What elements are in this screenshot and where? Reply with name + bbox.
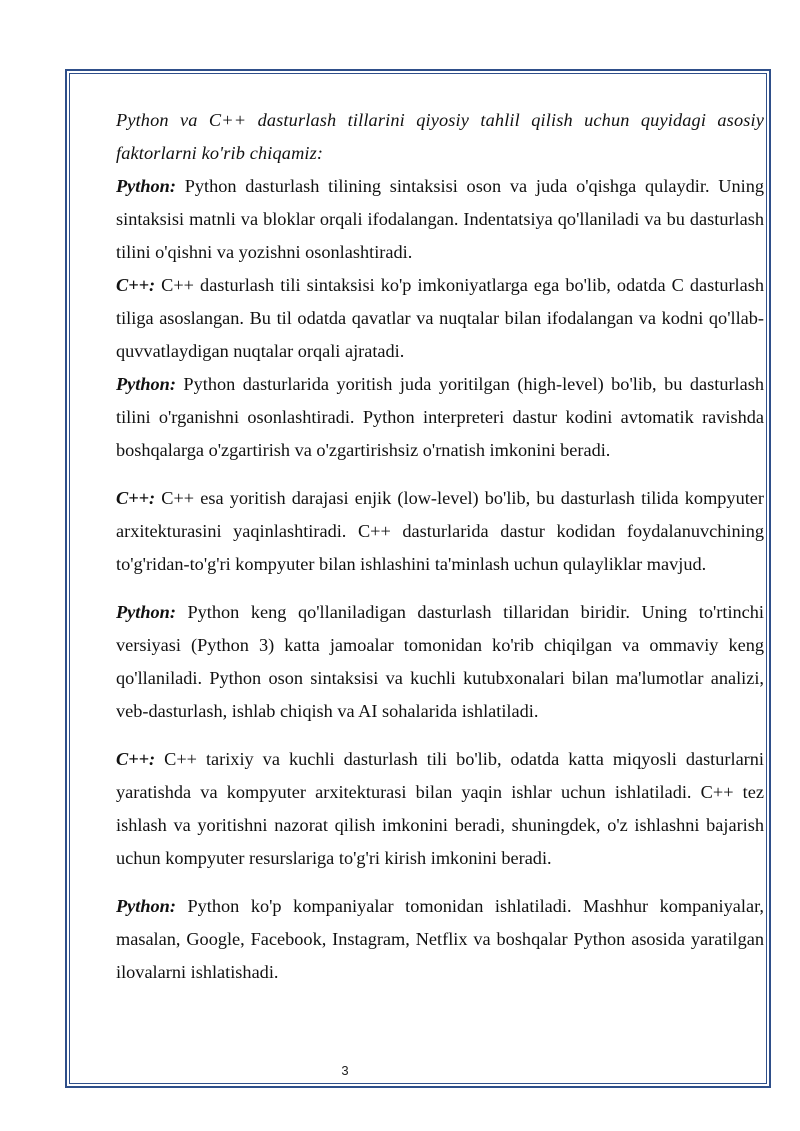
paragraph-python-level	[116, 368, 764, 467]
paragraph-text: Python keng qo'llaniladigan dasturlash tillaridan biridir. Uning to'rtinchi versiyasi (Python 3) katta jamoalar tomonidan ko'rib chiqilgan va ommaviy keng qo'llaniladi. Python oson sintaksisi va kuchli kutubxonalari bilan ma'lumotlar analizi, veb-dasturlash, ishlab chiqish va AI sohalarida ishlatiladi.	[116, 602, 764, 721]
paragraph-lead: C++:	[116, 488, 156, 508]
paragraph-lead: Python:	[116, 176, 176, 196]
page-number: 3	[341, 1063, 349, 1078]
paragraph-lead: C++:	[116, 749, 156, 769]
paragraph-python-syntax	[116, 170, 764, 269]
paragraph-text: Python dasturlarida yoritish juda yoritilgan (high-level) bo'lib, bu dasturlash tilini o'rganishni osonlashtiradi. Python interpreteri dastur kodini avtomatik ravishda boshqalarga o'zgartirish va o'zgartirishsiz o'rnatish imkonini beradi.	[116, 374, 764, 460]
paragraph-cpp-syntax	[116, 269, 764, 368]
paragraph-lead: Python:	[116, 602, 176, 622]
paragraph-python-companies	[116, 890, 764, 989]
paragraph-text: C++ tarixiy va kuchli dasturlash tili bo'lib, odatda katta miqyosli dasturlarni yaratishda va kompyuter arxitekturasi bilan yaqin ishlar uchun ishlatiladi. C++ tez ishlash va yoritishni nazorat qilish imkonini beradi, shuningdek, o'z ishlashni bajarish uchun kompyuter resurslariga to'g'ri kirish imkonini beradi.	[116, 749, 764, 868]
document-body	[116, 104, 764, 989]
paragraph-text: C++ esa yoritish darajasi enjik (low-level) bo'lib, bu dasturlash tilida kompyuter arxitekturasini yaqinlashtiradi. C++ dasturlarida dastur kodidan foydalanuvchining to'g'ridan-to'g'ri kompyuter bilan ishlashini ta'minlash uchun qulayliklar mavjud.	[116, 488, 764, 574]
paragraph-text: C++ dasturlash tili sintaksisi ko'p imkoniyatlarga ega bo'lib, odatda C dasturlash tiliga asoslangan. Bu til odatda qavatlar va nuqtalar bilan ifodalangan va kodni qo'llab-quvvatlaydigan nuqtalar orqali ajratadi.	[116, 275, 764, 361]
paragraph-cpp-level	[116, 482, 764, 581]
paragraph-cpp-usage	[116, 743, 764, 875]
paragraph-lead: Python:	[116, 896, 176, 916]
paragraph-python-usage	[116, 596, 764, 728]
paragraph-text: Python dasturlash tilining sintaksisi oson va juda o'qishga qulaydir. Uning sintaksisi matnli va bloklar orqali ifodalangan. Indentatsiya qo'llaniladi va bu dasturlash tilini o'qishni va yozishni osonlashtiradi.	[116, 176, 764, 262]
paragraph-lead: Python:	[116, 374, 176, 394]
intro-paragraph: Python va C++ dasturlash tillarini qiyosiy tahlil qilish uchun quyidagi asosiy faktorlarni ko'rib chiqamiz:	[116, 110, 764, 163]
paragraph-text: Python ko'p kompaniyalar tomonidan ishlatiladi. Mashhur kompaniyalar, masalan, Google, Facebook, Instagram, Netflix va boshqalar Python asosida yaratilgan ilovalarni ishlatishadi.	[116, 896, 764, 982]
paragraph-lead: C++:	[116, 275, 156, 295]
